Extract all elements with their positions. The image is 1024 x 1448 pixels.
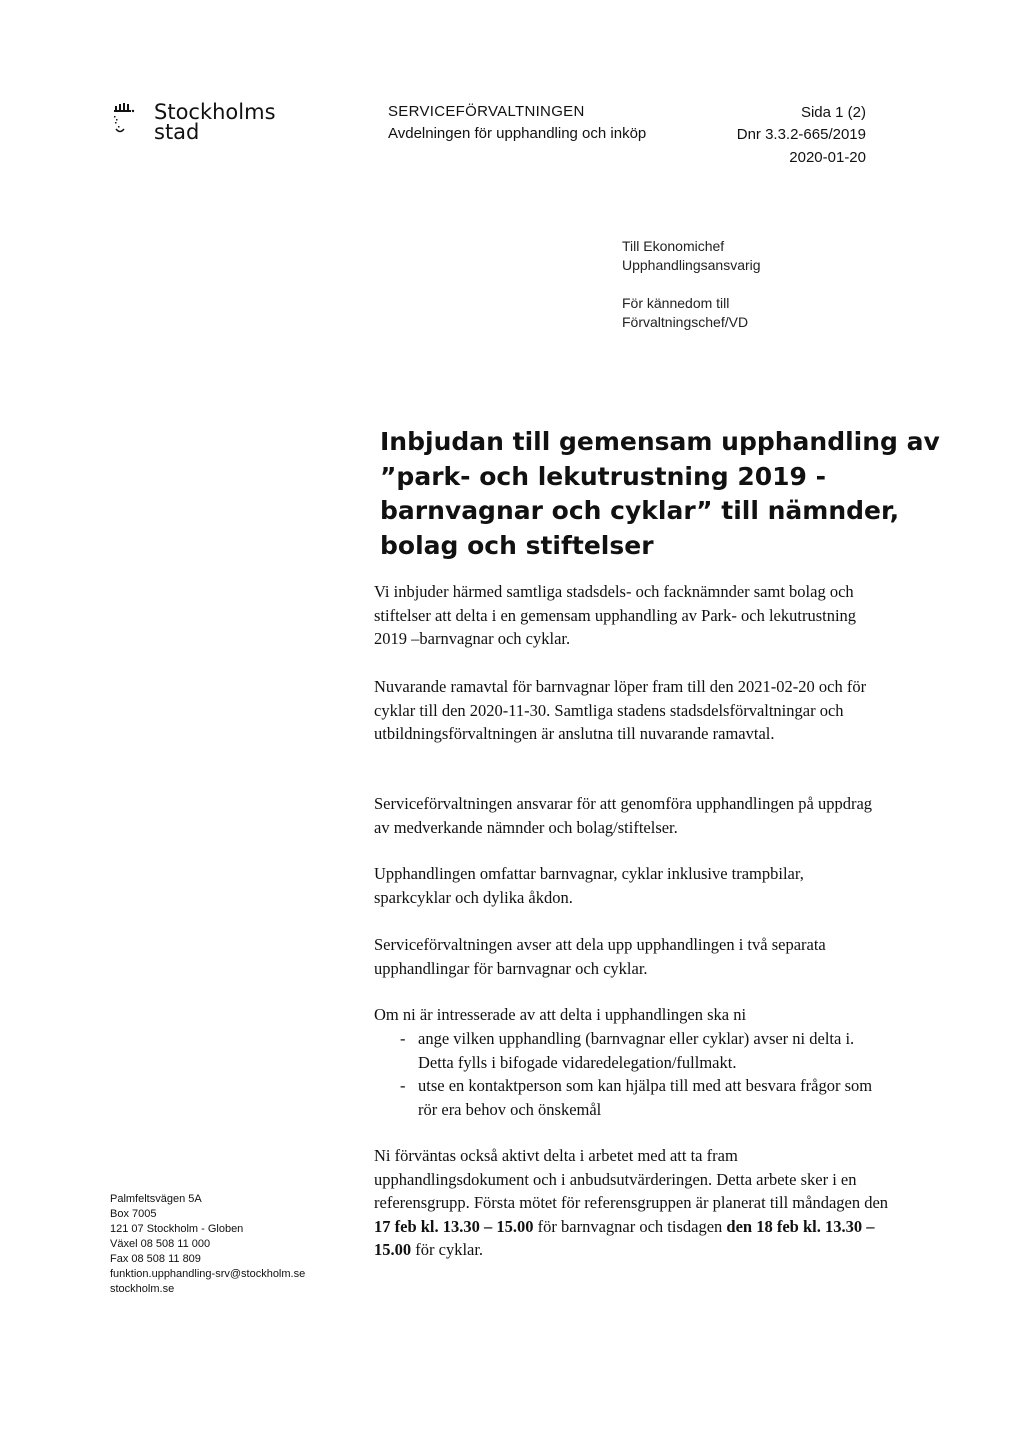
body-paragraph-7 (374, 1144, 894, 1262)
footer-phone: Växel 08 508 11 000 (110, 1238, 211, 1250)
footer-box: Box 7005 (110, 1208, 157, 1220)
body-paragraph-6: Om ni är intresserade av att delta i upphandlingen ska ni (374, 1005, 747, 1024)
department-name: SERVICEFÖRVALTNINGEN (388, 103, 585, 120)
footer-fax: Fax 08 508 11 809 (110, 1253, 201, 1265)
logo-line-1: Stockholms (154, 100, 276, 124)
recipient-line-2: Upphandlingsansvarig (622, 257, 761, 273)
page-number: Sida 1 (2) (800, 104, 866, 121)
paragraph-text: för cyklar. (411, 1240, 484, 1259)
cc-line-2: Förvaltningschef/VD (622, 314, 749, 330)
meeting-time-1: 13.30 – 15.00 (442, 1216, 534, 1236)
list-item (400, 1027, 880, 1074)
footer-email: funktion.upphandling-srv@stockholm.se (110, 1268, 306, 1280)
body-paragraph-5: Serviceförvaltningen avser att dela upp upphandlingen i två separata upphandlingar för barnvagnar och cyklar. (374, 935, 826, 978)
footer-postal: 121 07 Stockholm - Globen (110, 1223, 244, 1235)
body-paragraph-3: Serviceförvaltningen ansvarar för att genomföra upphandlingen på uppdrag av medverkande nämnder och bolag/stiftelser. (374, 794, 873, 837)
document-date: 2020-01-20 (789, 149, 866, 166)
paragraph-text: Ni förväntas också aktivt delta i arbetet med att ta fram upphandlingsdokument och i anbudsutvärderingen. Detta arbete sker i en referensgrupp. Första mötet för referensgruppen är planerat till måndagen den (374, 1146, 889, 1212)
logo-line-2: stad (154, 120, 200, 144)
stockholm-crown-crest-icon (112, 102, 136, 142)
unit-name: Avdelningen för upphandling och inköp (388, 125, 647, 142)
document-title: Inbjudan till gemensam upphandling av ”park- och lekutrustning 2019 - barnvagnar och cyklar” till nämnder, bolag och stiftelser (380, 427, 940, 560)
bullet-marker: - (400, 1076, 406, 1095)
recipient-line-1: Till Ekonomichef (622, 238, 725, 254)
footer-website: stockholm.se (110, 1283, 175, 1295)
list-item (400, 1074, 880, 1121)
meeting-date-2: den 18 feb kl. 13.30 – 15.00 (374, 1216, 875, 1259)
footer-street: Palmfeltsvägen 5A (110, 1193, 202, 1205)
list-item-text: utse en kontaktperson som kan hjälpa till med att besvara frågor som rör era behov och önskemål (418, 1076, 873, 1119)
meeting-date-1: 17 feb kl. (374, 1216, 439, 1236)
stockholms-stad-logo (112, 100, 312, 150)
cc-line-1: För kännedom till (622, 295, 730, 311)
body-paragraph-4: Upphandlingen omfattar barnvagnar, cyklar inklusive trampbilar, sparkcyklar och dylika åkdon. (374, 864, 804, 907)
body-paragraph-1: Vi inbjuder härmed samtliga stadsdels- och facknämnder samt bolag och stiftelser att delta i en gemensam upphandling av Park- och lekutrustning 2019 –barnvagnar och cyklar. (374, 582, 857, 648)
body-paragraph-2: Nuvarande ramavtal för barnvagnar löper fram till den 2021-02-20 och för cyklar till den 2020-11-30. Samtliga stadens stadsdelsförvaltningar och utbildningsförvaltningen är anslutna till nuvarande ramavtal. (374, 677, 867, 743)
reference-number: Dnr 3.3.2-665/2019 (736, 126, 866, 143)
paragraph-text: för barnvagnar och tisdagen (533, 1216, 727, 1236)
footer-address (110, 1192, 370, 1297)
list-item-text: ange vilken upphandling (barnvagnar eller cyklar) avser ni delta i. Detta fylls i bifogade vidaredelegation/fullmakt. (418, 1029, 855, 1072)
bullet-marker: - (400, 1029, 406, 1048)
